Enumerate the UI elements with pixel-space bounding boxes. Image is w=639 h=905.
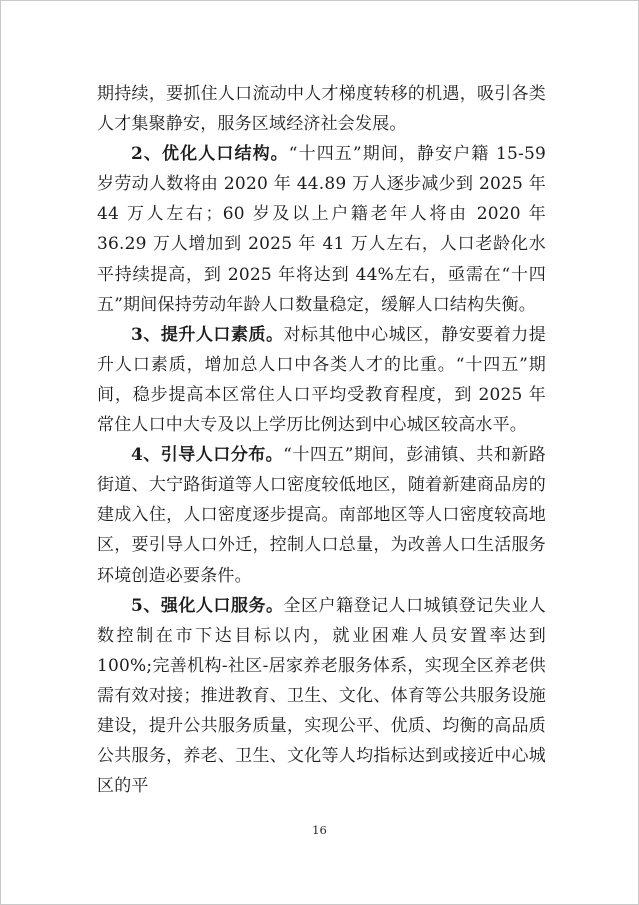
paragraph-body: “十四五”期间，彭浦镇、共和新路街道、大宁路街道等人口密度较低地区，随着新建商品房的建成入住，人口密度逐步提高。南部地区等人口密度较高地区，要引导人口外迁，控制人口总量，为改善人口生活服务环境创造必要条件。 <box>97 445 546 586</box>
paragraph-strengthen-population-services <box>97 591 546 802</box>
paragraph-guide-population-distribution <box>97 440 546 590</box>
paragraph-body: 对标其他中心城区，静安要着力提升人口素质，增加总人口中各类人才的比重。“十四五”期间，稳步提高本区常住人口平均受教育程度，到 2025 年常住人口中大专及以上学历比例达到中心城区较高水平。 <box>97 324 546 436</box>
document-text-block <box>97 79 546 801</box>
paragraph-optimize-population-structure <box>97 139 546 320</box>
paragraph-lead: 2、优化人口结构。 <box>131 144 289 165</box>
paragraph-continuation <box>97 79 546 139</box>
paragraph-lead: 4、引导人口分布。 <box>131 445 284 466</box>
paragraph-body: “十四五”期间，静安户籍 15-59 岁劳动人数将由 2020 年 44.89 万人逐步减少到 2025 年 44 万人左右；60 岁及以上户籍老年人将由 2020 年 36.29 万人增加到 2025 年 41 万人左右，人口老龄化水平持续提高，到 2025 年将达到 44%左右，亟需在“十四五”期间保持劳动年龄人口数量稳定，缓解人口结构失衡。 <box>97 144 546 315</box>
paragraph-improve-population-quality <box>97 320 546 440</box>
page-number: 16 <box>312 823 327 837</box>
paragraph-lead: 5、强化人口服务。 <box>131 595 284 616</box>
paragraph-body: 期持续，要抓住人口流动中人才梯度转移的机遇，吸引各类人才集聚静安，服务区域经济社会发展。 <box>97 84 546 135</box>
paragraph-body: 全区户籍登记人口城镇登记失业人数控制在市下达目标以内，就业困难人员安置率达到 100%;完善机构-社区-居家养老服务体系，实现全区养老供需有效对接；推进教育、卫生、文化、体育等公共服务设施建设，提升公共服务质量，实现公平、优质、均衡的高品质公共服务，养老、卫生、文化等人均指标达到或接近中心城区的平 <box>97 595 546 797</box>
paragraph-lead: 3、提升人口素质。 <box>131 324 284 345</box>
